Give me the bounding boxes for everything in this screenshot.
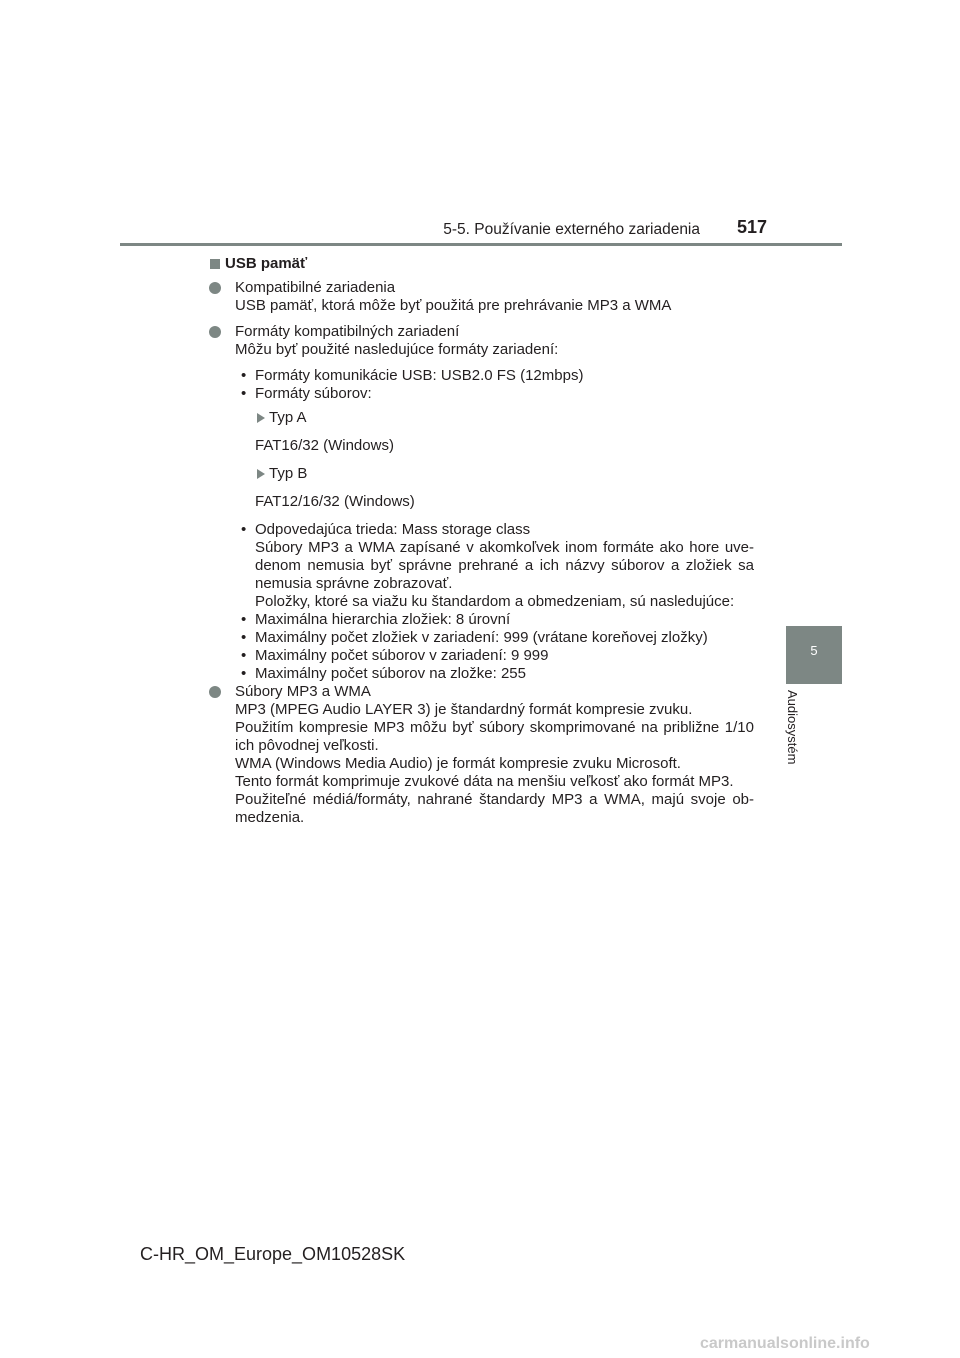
- list-item-text: Maximálny počet súborov v zariadení: 9 999: [255, 647, 549, 664]
- list-bullet: •: [241, 647, 247, 664]
- list-item-text: Maximálna hierarchia zložiek: 8 úrovní: [255, 611, 511, 628]
- list-item-text: Formáty súborov:: [255, 385, 372, 402]
- type-a-text: Typ A: [269, 409, 307, 426]
- list-bullet: •: [241, 665, 247, 682]
- type-b-value: FAT12/16/32 (Windows): [255, 493, 415, 510]
- class-note-line: nemusia správne zobrazovať.: [255, 575, 453, 592]
- round-bullet-icon: [209, 326, 221, 338]
- list-bullet: •: [241, 385, 247, 402]
- type-a-value: FAT16/32 (Windows): [255, 437, 394, 454]
- topic-text: medzenia.: [235, 809, 305, 826]
- topic-text: Použiteľné médiá/formáty, nahrané štandardy MP3 a WMA, majú svoje ob-: [235, 791, 754, 808]
- topic-text: ich pôvodnej veľkosti.: [235, 737, 379, 754]
- topic-title: Kompatibilné zariadenia: [235, 279, 396, 296]
- list-item: [235, 665, 754, 683]
- triangle-right-icon: [257, 469, 265, 479]
- list-item: [235, 521, 754, 539]
- topic-text: Tento formát komprimuje zvukové dáta na menšiu veľkosť ako formát MP3.: [235, 773, 734, 790]
- topic-title: Súbory MP3 a WMA: [235, 683, 371, 700]
- page-number: 517: [737, 217, 768, 237]
- topic-title: Formáty kompatibilných zariadení: [235, 323, 460, 340]
- format-list: [229, 367, 754, 683]
- list-item-text: Maximálny počet zložiek v zariadení: 999 (vrátane koreňovej zložky): [255, 629, 708, 646]
- page-header-title: 5-5. Používanie externého zariadenia: [443, 221, 700, 238]
- triangle-right-icon: [257, 413, 265, 423]
- class-note-line: Položky, ktoré sa viažu ku štandardom a obmedzeniam, sú nasledujúce:: [255, 593, 735, 610]
- class-note-line: denom nemusia byť správne prehrané a ich názvy súborov a zložiek sa: [255, 557, 754, 574]
- footer-document-code: C-HR_OM_Europe_OM10528SK: [140, 1244, 406, 1264]
- type-a-label: [235, 409, 754, 427]
- list-item-text: Formáty komunikácie USB: USB2.0 FS (12mbps): [255, 367, 584, 384]
- list-bullet: •: [241, 629, 247, 646]
- list-item: [235, 629, 754, 647]
- type-b-label: [235, 465, 754, 483]
- list-bullet: •: [241, 367, 247, 384]
- topic-mp3-wma-files: [209, 683, 754, 827]
- topic-compatible-devices: [209, 279, 754, 315]
- chapter-side-tab: [786, 626, 842, 684]
- topic-text: MP3 (MPEG Audio LAYER 3) je štandardný formát kompresie zvuku.: [235, 701, 693, 718]
- chapter-label: Audiosystém: [785, 690, 800, 765]
- list-item-text: Odpovedajúca trieda: Mass storage class: [255, 521, 531, 538]
- topic-text: USB pamäť, ktorá môže byť použitá pre prehrávanie MP3 a WMA: [235, 297, 672, 314]
- topic-text: Môžu byť použité nasledujúce formáty zariadení:: [235, 341, 559, 358]
- topic-text: Použitím kompresie MP3 môžu byť súbory skomprimované na približne 1/10: [235, 719, 754, 736]
- topic-device-formats: [209, 323, 754, 683]
- square-bullet-icon: [210, 259, 220, 269]
- list-item: [235, 385, 754, 403]
- chapter-number: 5: [810, 643, 818, 658]
- header-divider: [120, 243, 842, 246]
- list-bullet: •: [241, 521, 247, 538]
- topic-text: WMA (Windows Media Audio) je formát kompresie zvuku Microsoft.: [235, 755, 681, 772]
- class-note-line: Súbory MP3 a WMA zapísané v akomkoľvek inom formáte ako hore uve-: [255, 539, 754, 556]
- type-b-text: Typ B: [269, 465, 308, 482]
- page-content: [209, 255, 754, 827]
- list-item-text: Maximálny počet súborov na zložke: 255: [255, 665, 526, 682]
- section-heading-text: USB pamäť: [225, 255, 308, 272]
- list-item: [235, 611, 754, 629]
- watermark-text: carmanualsonline.info: [700, 1335, 870, 1352]
- list-item: [235, 367, 754, 385]
- round-bullet-icon: [209, 686, 221, 698]
- section-heading: [209, 255, 754, 275]
- list-bullet: •: [241, 611, 247, 628]
- round-bullet-icon: [209, 282, 221, 294]
- list-item: [235, 647, 754, 665]
